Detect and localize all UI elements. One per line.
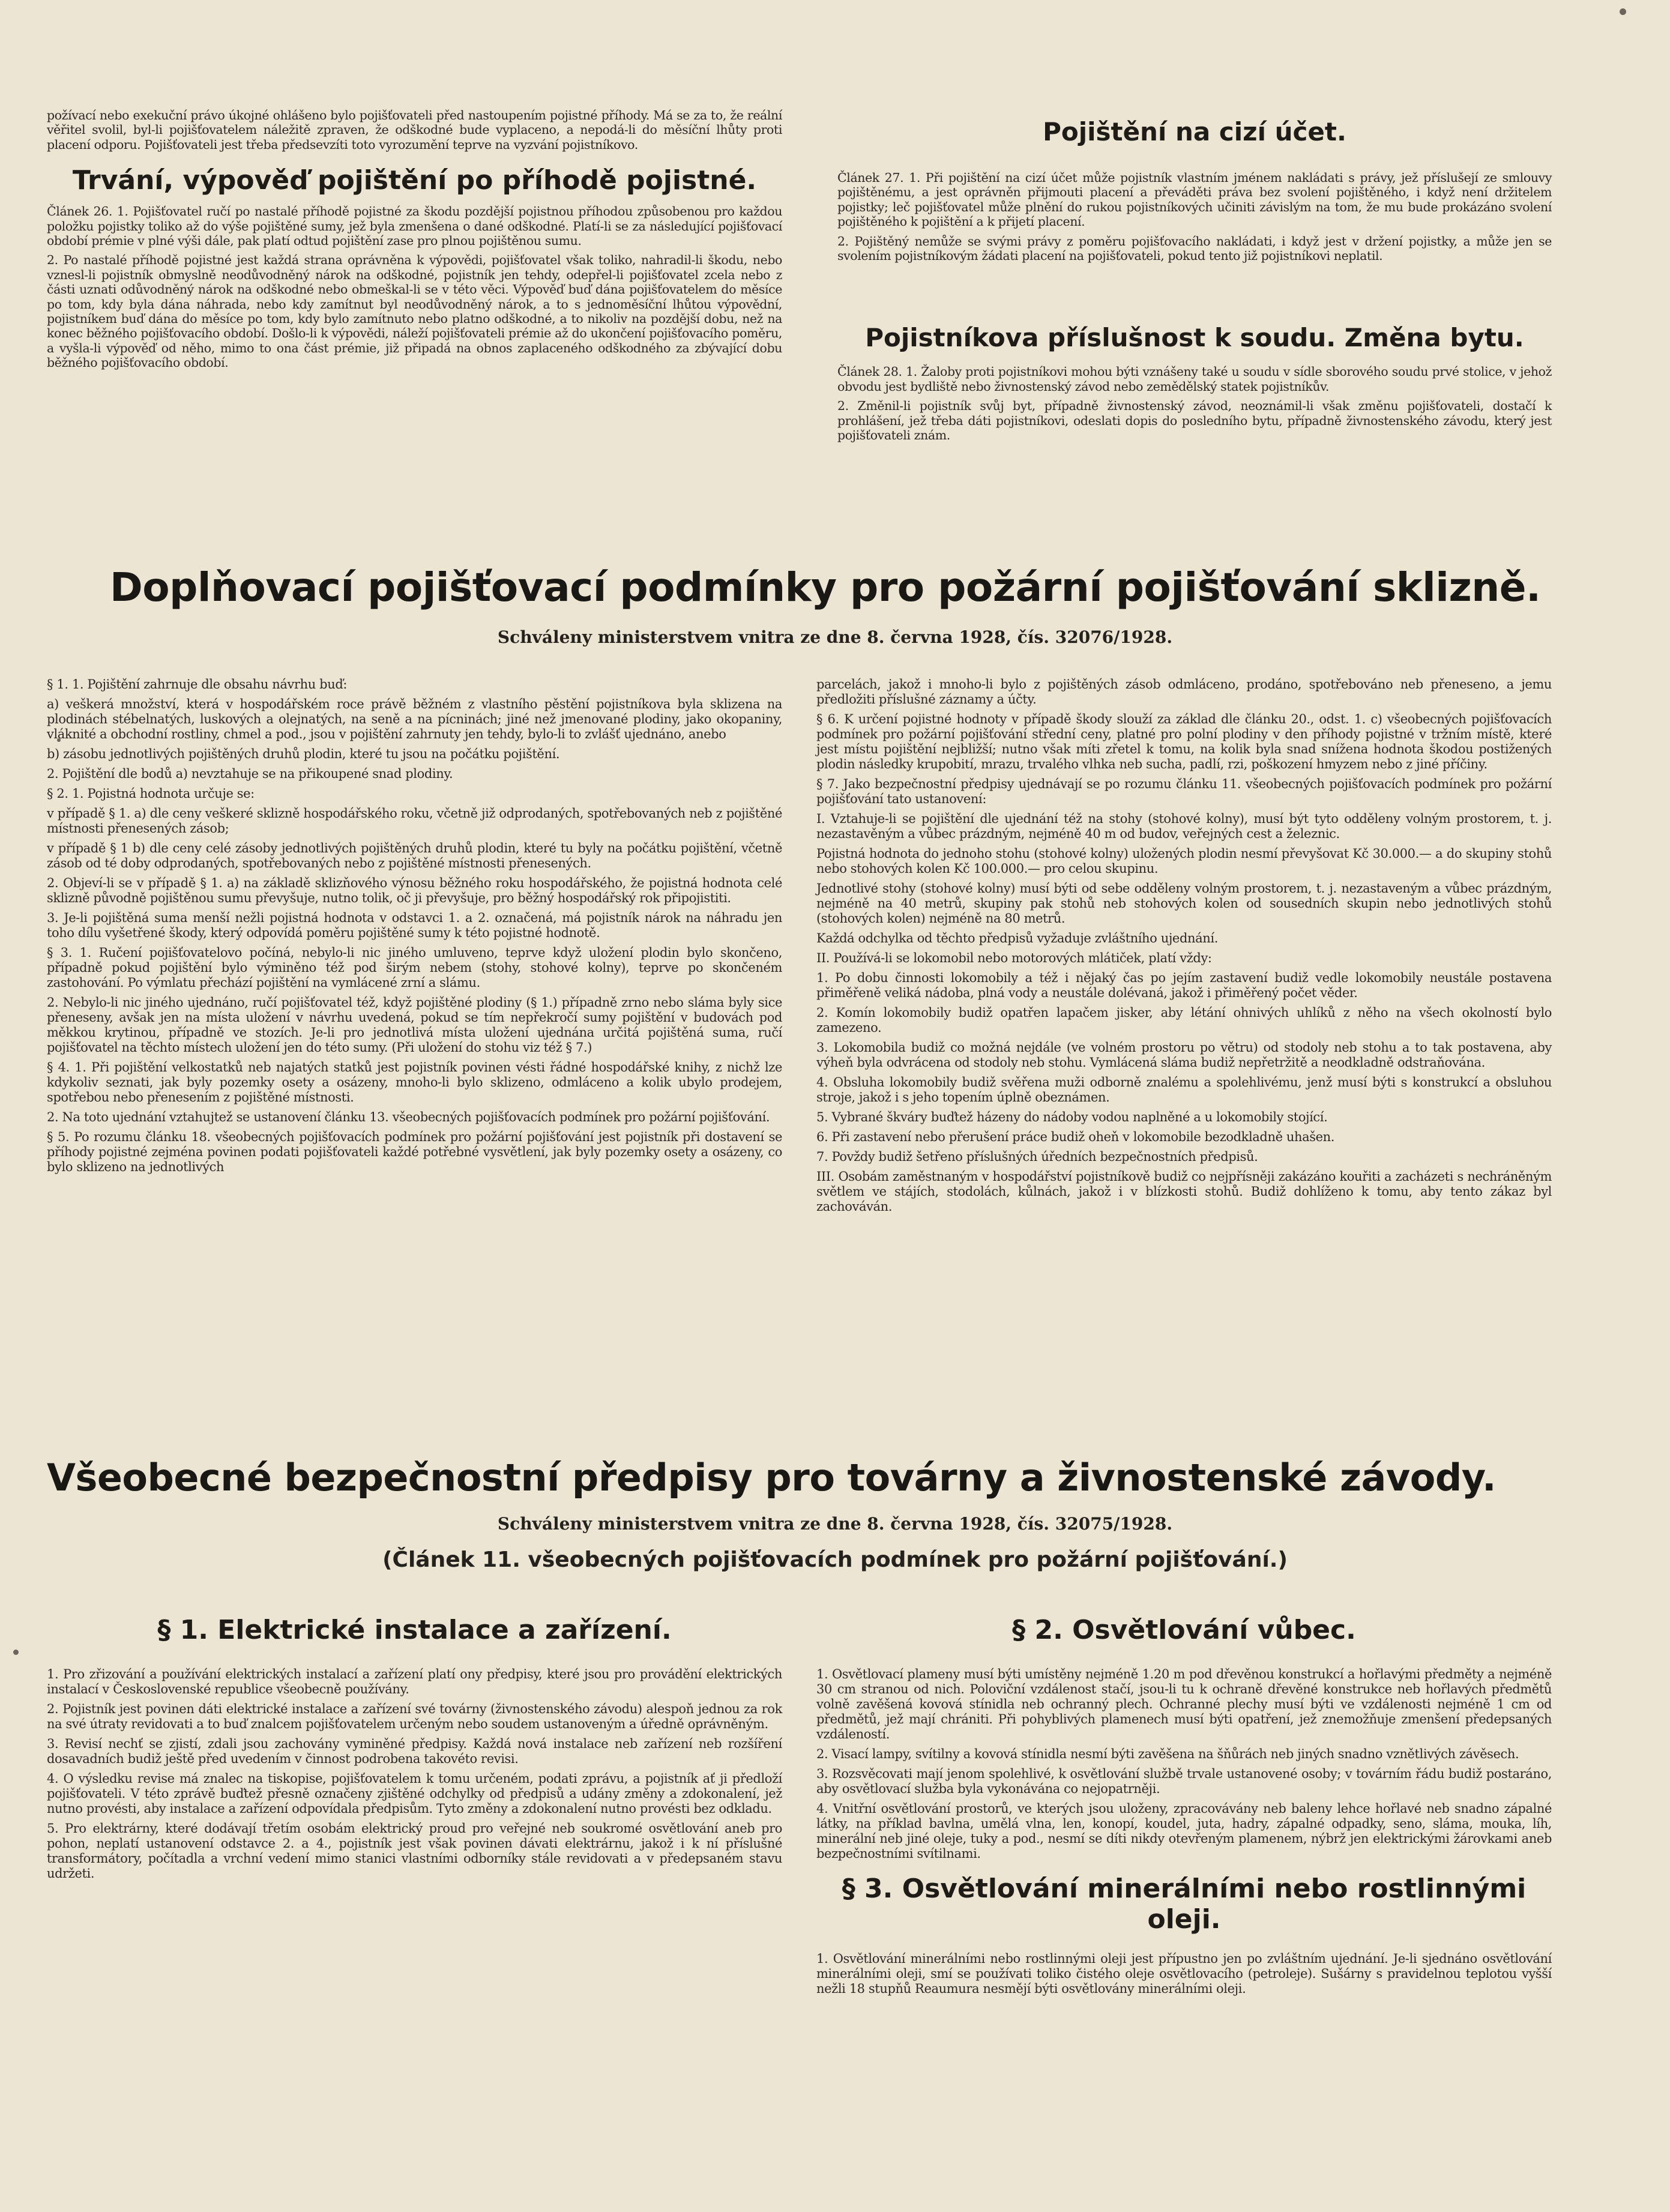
paragraph: I. Vztahuje-li se pojištění dle ujednání též na stohy (stohové kolny), musí být tyto odděleny volným prostorem, t. j. nezastavěným a vůbec prázdným, nejméně 40 m od budov, veřejných cest a železnic. <box>816 811 1552 841</box>
safety-rules-left-column <box>47 1615 782 1886</box>
section-heading-jurisdiction: Pojistníkova příslušnost k soudu. Změna bytu. <box>865 323 1524 353</box>
paragraph: Pojistná hodnota do jednoho stohu (stohové kolny) uložených plodin nesmí převyšovat Kč 30.000.— a do skupiny stohů nebo stohových kolen Kč 100.000.— pro celou skupinu. <box>816 846 1552 876</box>
section-2-approval: Schváleny ministerstvem vnitra ze dne 8. června 1928, čís. 32076/1928. <box>497 627 1173 647</box>
paragraph: 5. Vybrané škváry buďtež házeny do nádoby vodou naplněné a u lokomobily stojící. <box>816 1109 1328 1124</box>
paragraph: III. Osobám zaměstnaným v hospodářství pojistníkově budiž co nejpřísněji zakázáno kouřiti a zacházeti s nechráněným světlem ve stájích, stodolách, kůlnách, jakož i v blízkosti stohů. Budiž dohlíženo k tomu, aby tento zákaz byl zachováván. <box>816 1169 1552 1214</box>
paragraph: 3. Revisí nechť se zjistí, zdali jsou zachovány vyminěné předpisy. Každá nová instalace neb zařízení neb rozšíření dosavadních budiž ještě před uvedením v činnost podrobena takovéto revisi. <box>47 1736 782 1766</box>
paragraph: v případě § 1. a) dle ceny veškeré sklizně hospodářského roku, včetně již odprodaných, spotřebovaných neb z pojištěné místnosti přenesených zásob; <box>47 806 782 836</box>
scan-speck <box>1620 8 1626 15</box>
paragraph: 2. Pojistník jest povinen dáti elektrické instalace a zařízení své továrny (živnostenského závodu) alespoň jednou za rok na své útraty revidovati a to buď znalcem pojišťovatelem určeným nebo soudem ustanoveným a úředně oprávněným. <box>47 1701 782 1731</box>
paragraph: 3. Lokomobila budiž co možná nejdále (ve volném prostoru po větru) od stodoly neb stohu a to tak postavena, aby výheň byla odvrácena od stodoly neb stohu. Vymlácená sláma budiž nepřetržitě a neodkladně odstraňována. <box>816 1040 1552 1070</box>
paragraph: 2. Nebylo-li nic jiného ujednáno, ručí pojišťovatel též, když pojištěné plodiny (§ 1.) případně zrno nebo sláma byly sice přeneseny, avšak jen na místa uložení v návrhu uvedená, pokud se tím nepřekročí sumy pojištění v budovách pod měkkou krytinou, případně ve stozích. Je-li pro jednotlivá místa uložení ujednána určitá pojištěná suma, ručí pojišťovatel na těchto místech uložení jen do této sumy. (Při uložení do stohu viz též § 7.) <box>47 995 782 1055</box>
paragraph: Jednotlivé stohy (stohové kolny) musí býti od sebe odděleny volným prostorem, t. j. nezastaveným a vůbec prázdným, nejméně na 40 metrů, skupiny pak stohů neb stohových kolen od sousedních skupin nebo jednotlivých stohů (stohových kolen) nejméně na 80 metrů. <box>816 881 1552 926</box>
paragraph: Každá odchylka od těchto předpisů vyžaduje zvláštního ujednání. <box>816 930 1218 945</box>
paragraph: 1. Osvětlovací plameny musí býti umístěny nejméně 1.20 m pod dřevěnou konstrukcí a hořlavými předměty a nejméně 30 cm stranou od nich. Poloviční vzdálenost stačí, jsou-li tu k ochraně dřevěné konstrukce neb hořlavých předmětů volně zavěšená kovová stínidla neb ochranný plech. Ochranné plechy musí býti ve vzdálenosti nejméně 1 cm od předmětů, jež mají chrániti. Při pohyblivých plamenech musí býti opatření, jež znemožňuje zmenšení předepsaných vzdáleností. <box>816 1667 1552 1741</box>
paragraph: § 3. 1. Ručení pojišťovatelovo počíná, nebylo-li nic jiného umluveno, teprve když uložení plodin bylo skončeno, případně pokud pojištění bylo výminěno též pod širým nebem (stohy, stohové kolny), teprve po skončeném zastohování. Po výmlatu přechází pojištění na vymlácené zrní a slámu. <box>47 945 782 990</box>
article-28-paragraph-1: Článek 28. 1. Žaloby proti pojistníkovi mohou býti vznášeny také u soudu v sídle sborového soudu prvé stolice, v jehož obvodu jest bydliště nebo živnostenský závod nebo zemědělský statek pojistníkův. <box>837 364 1552 394</box>
section-heading-oil-lighting: § 3. Osvětlování minerálními nebo rostlinnými oleji. <box>842 1873 1527 1935</box>
paragraph: § 2. 1. Pojistná hodnota určuje se: <box>47 786 255 801</box>
paragraph: 4. Obsluha lokomobily budiž svěřena muži odborně znalému a spolehlivému, jenž musí býti s konstrukcí a obsluhou stroje, jakož i s jeho topením úplně obeznámen. <box>816 1074 1552 1104</box>
article-27-paragraph-1: Článek 27. 1. Při pojištění na cizí účet může pojistník vlastním jménem nakládati s právy, jež příslušejí ze smlouvy pojištěnému, a jest oprávněn přijmouti placení a převáděti práva bez svolení pojištěného, i když není držitelem pojistky; leč pojišťovatel může plnění do rukou pojistníkových učiniti závislým na tom, že mu bude prokázáno svolení pojištěného k pojištění a k přijetí placení. <box>837 170 1552 229</box>
top-right-column <box>837 117 1552 447</box>
article-28-paragraph-2: 2. Změnil-li pojistník svůj byt, případně živnostenský závod, neoznámil-li však změnu pojišťovateli, dostačí k prohlášení, jež třeba dáti pojistníkovi, odeslati dopis do posledního bytu, případně živnostenského závodu, který jest pojišťovateli znám. <box>837 399 1552 442</box>
scan-speck <box>13 1650 19 1655</box>
article-26-paragraph-1: Článek 26. 1. Pojišťovatel ručí po nastalé příhodě pojistné za škodu pozdější pojistnou příhodou způsobenou pro každou položku pojistky toliko až do výše pojištěné sumy, jež byla zmenšena o dané odškodné. Platí-li se za následující pojišťovací období prémie v plné výši dále, pak platí odtud pojištění zase pro plnou pojištěnou sumu. <box>47 204 782 248</box>
paragraph: § 1. 1. Pojištění zahrnuje dle obsahu návrhu buď: <box>47 677 348 692</box>
article-26-paragraph-2: 2. Po nastalé příhodě pojistné jest každá strana oprávněna k výpovědi, pojišťovatel však toliko, nahradil-li škodu, nebo vznesl-li pojistník obmyslně neodůvodněný nárok na odškodné, pojistník jen tehdy, odepřel-li pojišťovatel zcela nebo z části uznati odůvodněný nárok na odškodné nebo obmeškal-li se v této věci. Výpověď buď dána pojišťovatelem do měsíce po tom, kdy byla dána náhrada, nebo kdy zamítnut byl neodůvodněný nárok, a to s jednoměsíční lhůtou výpovědní, pojistníkem buď dána do měsíce po tom, kdy bylo zamítnuto nebo platno odškodné, a to nikoliv na pozdější dobu, než na konec běžného pojišťovacího období. Došlo-li k výpovědi, náleží pojišťovateli prémie až do ukončení pojišťovacího poměru, a vyšla-li výpověď od něho, mimo to ona část prémie, již připadá na obnos zaplaceného odškodného za zbývající dobu běžného pojišťovacího období. <box>47 253 782 370</box>
section-3-approval: Schváleny ministerstvem vnitra ze dne 8. června 1928, čís. 32075/1928. <box>497 1514 1173 1534</box>
paragraph: 2. Komín lokomobily budiž opatřen lapačem jisker, aby létání ohnivých uhlíků z něho na všech okolností bylo zamezeno. <box>816 1005 1552 1035</box>
paragraph: 2. Visací lampy, svítilny a kovová stínidla nesmí býti zavěšena na šňůrách neb jiných snadno vznětlivých závěsech. <box>816 1746 1519 1761</box>
section-heading-electrical: § 1. Elektrické instalace a zařízení. <box>157 1615 672 1645</box>
paragraph: § 7. Jako bezpečnostní předpisy ujednávají se po rozumu článku 11. všeobecných pojišťovacích podmínek pro požární pojišťování tato ustanovení: <box>816 776 1552 806</box>
paragraph: 2. Na toto ujednání vztahujtež se ustanovení článku 13. všeobecných pojišťovacích podmínek pro požární pojišťování. <box>47 1109 770 1124</box>
top-left-column <box>47 108 782 375</box>
paragraph: 3. Je-li pojištěná suma menší nežli pojistná hodnota v odstavci 1. a 2. označená, má pojistník nárok na náhradu jen toho dílu vyšetřené škody, který odpovídá poměru pojištěné sumy k této pojistné hodnotě. <box>47 910 782 940</box>
intro-paragraph: požívací nebo exekuční právo úkojné ohlášeno bylo pojišťovateli před nastoupením pojistné příhody. Má se za to, že reální věřitel svolil, byl-li pojišťovatelem náležitě zpraven, že odškodné bude vyplaceno, a nepodá-li do měsíční lhůty proti placení odporu. Pojišťovateli jest třeba předsevzíti toto vyrozumění teprve na vyzvání pojistníkovo. <box>47 108 782 152</box>
paragraph: 1. Po dobu činnosti lokomobily a též i nějaký čas po jejím zastavení budiž vedle lokomobily neustále postavena přiměřeně veliká nádoba, plná vody a neustále dolévaná, jakož i přiměřený počet věder. <box>816 970 1552 1000</box>
harvest-conditions-right-column <box>816 677 1552 1219</box>
paragraph: 3. Rozsvěcovati mají jenom spolehlivé, k osvětlování službě trvale ustanovené osoby; v továrním řádu budiž postaráno, aby osvětlovací služba byla vykonávána co nejopatrněji. <box>816 1766 1552 1796</box>
paragraph: v případě § 1 b) dle ceny celé zásoby jednotlivých pojištěných druhů plodin, které tu byly na počátku pojištění, včetně zásob od té doby odprodaných, spotřebovaných nebo z pojištěné místnosti přenesených. <box>47 840 782 870</box>
paragraph: II. Používá-li se lokomobil nebo motorových mlátiček, platí vždy: <box>816 950 1212 965</box>
section-2-title: Doplňovací pojišťovací podmínky pro požární pojišťování sklizně. <box>110 564 1541 610</box>
section-heading-lighting: § 2. Osvětlování vůbec. <box>1012 1615 1356 1645</box>
paragraph: parcelách, jakož i mnoho-li bylo z pojištěných zásob odmláceno, prodáno, spotřebováno neb přeneseno, a jemu předložiti příslušné záznamy a účty. <box>816 677 1552 707</box>
paragraph: 1. Pro zřizování a používání elektrických instalací a zařízení platí ony předpisy, které jsou pro provádění elektrických instalací v Československé republice všeobecně používány. <box>47 1667 782 1696</box>
section-3-subtitle: (Článek 11. všeobecných pojišťovacích podmínek pro požární pojišťování.) <box>382 1547 1288 1572</box>
paragraph: § 6. K určení pojistné hodnoty v případě škody slouží za základ dle článku 20., odst. 1. c) všeobecných pojišťovacích podmínek pro požární pojišťování střední ceny, platné pro polní plodiny v den příhody pojistné v tržním místě, které jest místu pojištění nejbližší; nutno však míti zřetel k tomu, na kolik byla snad snížena hodnota škodou postižených plodin následky krupobití, mrazu, trvalého vlhka neb sucha, padlí, rzi, poškození hmyzem nebo z jiné příčiny. <box>816 711 1552 771</box>
paragraph: 2. Pojištění dle bodů a) nevztahuje se na přikoupené snad plodiny. <box>47 766 453 781</box>
paragraph: 4. Vnitřní osvětlování prostorů, ve kterých jsou uloženy, zpracovávány neb baleny lehce hořlavé neb snadno zápalné látky, na příklad bavlna, umělá vlna, len, konopí, koudel, juta, hadry, zápalné odpadky, seno, sláma, mouka, líh, minerální neb jiné oleje, tuky a pod., nesmí se díti nikdy otevřeným plamenem, nýbrž jen elektrickými žárovkami aneb bezpečnostními svítilnami. <box>816 1801 1552 1861</box>
article-27-paragraph-2: 2. Pojištěný nemůže se svými právy z poměru pojišťovacího nakládati, i když jest v držení pojistky, a může jen se svolením pojistníkovým žádati placení na pojišťovateli, pokud tento již pojistníkovi neplatil. <box>837 234 1552 263</box>
paragraph: 2. Objeví-li se v případě § 1. a) na základě sklizňového výnosu běžného roku hospodářského, že pojistná hodnota celé sklizně původně pojištěnou sumu převyšuje, nutno tolik, oč ji převyšuje, pro běžný hospodářský rok připojistiti. <box>47 875 782 905</box>
paragraph: b) zásobu jednotlivých pojištěných druhů plodin, které tu jsou na počátku pojištění. <box>47 746 560 761</box>
paragraph: § 5. Po rozumu článku 18. všeobecných pojišťovacích podmínek pro požární pojišťování jest pojistník při dostavení se příhody pojistné zejména povinen podati pojišťovateli každé potřebné vysvětlení, jak byly pozemky osety a osázeny, co bylo sklizeno na jednotlivých <box>47 1129 782 1174</box>
paragraph: 6. Při zastavení nebo přerušení práce budiž oheň v lokomobile bezodkladně uhašen. <box>816 1129 1335 1144</box>
paragraph: 5. Pro elektrárny, které dodávají třetím osobám elektrický proud pro veřejné neb soukromé osvětlování aneb pro pohon, neplatí ustanovení odstavce 2. a 4., pojistník jest však povinen dávati elektrárnu, jakož i k ní příslušné transformátory, počítadla a vrchní vedení mimo stanici vlastními odborníky stále revidovati a v předepsaném stavu udržeti. <box>47 1821 782 1881</box>
safety-rules-right-column <box>816 1615 1552 2001</box>
paragraph: 7. Povždy budiž šetřeno příslušných úředních bezpečnostních předpisů. <box>816 1149 1258 1164</box>
paragraph: a) veškerá množství, která v hospodářském roce právě běžném z vlastního pěstění pojistníkova byla sklizena na plodinách stébelnatých, luskových a olejnatých, na seně a na pícninách; jiné než jmenované plodiny, jako okopaniny, vláknité a obchodní rostliny, chmel a pod., jsou v pojištění zahrnuty jen tehdy, bylo-li to zvlášť ujednáno, anebo <box>47 696 782 741</box>
paragraph: 1. Osvětlování minerálními nebo rostlinnými oleji jest přípustno jen po zvláštním ujednání. Je-li sjednáno osvětlování minerálními oleji, smí se používati toliko čistého oleje osvětlovacího (petroleje). Sušárny s pravidelnou teplotou vyšší nežli 18 stupňů Reaumura nesmějí býti osvětlovány minerálními oleji. <box>816 1951 1552 1996</box>
paragraph: § 4. 1. Při pojištění velkostatků neb najatých statků jest pojistník povinen vésti řádné hospodářské knihy, z nichž lze kdykoliv seznati, jak byly pozemky osety a osázeny, mnoho-li bylo sklizeno, odmláceno a kolik ubylo prodejem, spotřebou nebo přenesením z pojištěné místnosti. <box>47 1059 782 1104</box>
section-3-title: Všeobecné bezpečnostní předpisy pro továrny a živnostenské závody. <box>47 1456 1497 1499</box>
paragraph: 4. O výsledku revise má znalec na tiskopise, pojišťovatelem k tomu určeném, podati zprávu, a pojistník ať ji předloží pojišťovateli. V této zprávě buďtež přesně označeny zjištěné odchylky od předpisů a udány změny a zdokonalení, jež nutno provésti, aby instalace a zařízení odpovídala předpisům. Tyto změny a zdokonalení nutno provésti bez odkladu. <box>47 1771 782 1816</box>
section-heading-foreign-account: Pojištění na cizí účet. <box>1043 117 1346 146</box>
harvest-conditions-left-column <box>47 677 782 1180</box>
section-heading-duration: Trvání, výpověď pojištění po příhodě pojistné. <box>72 165 757 196</box>
